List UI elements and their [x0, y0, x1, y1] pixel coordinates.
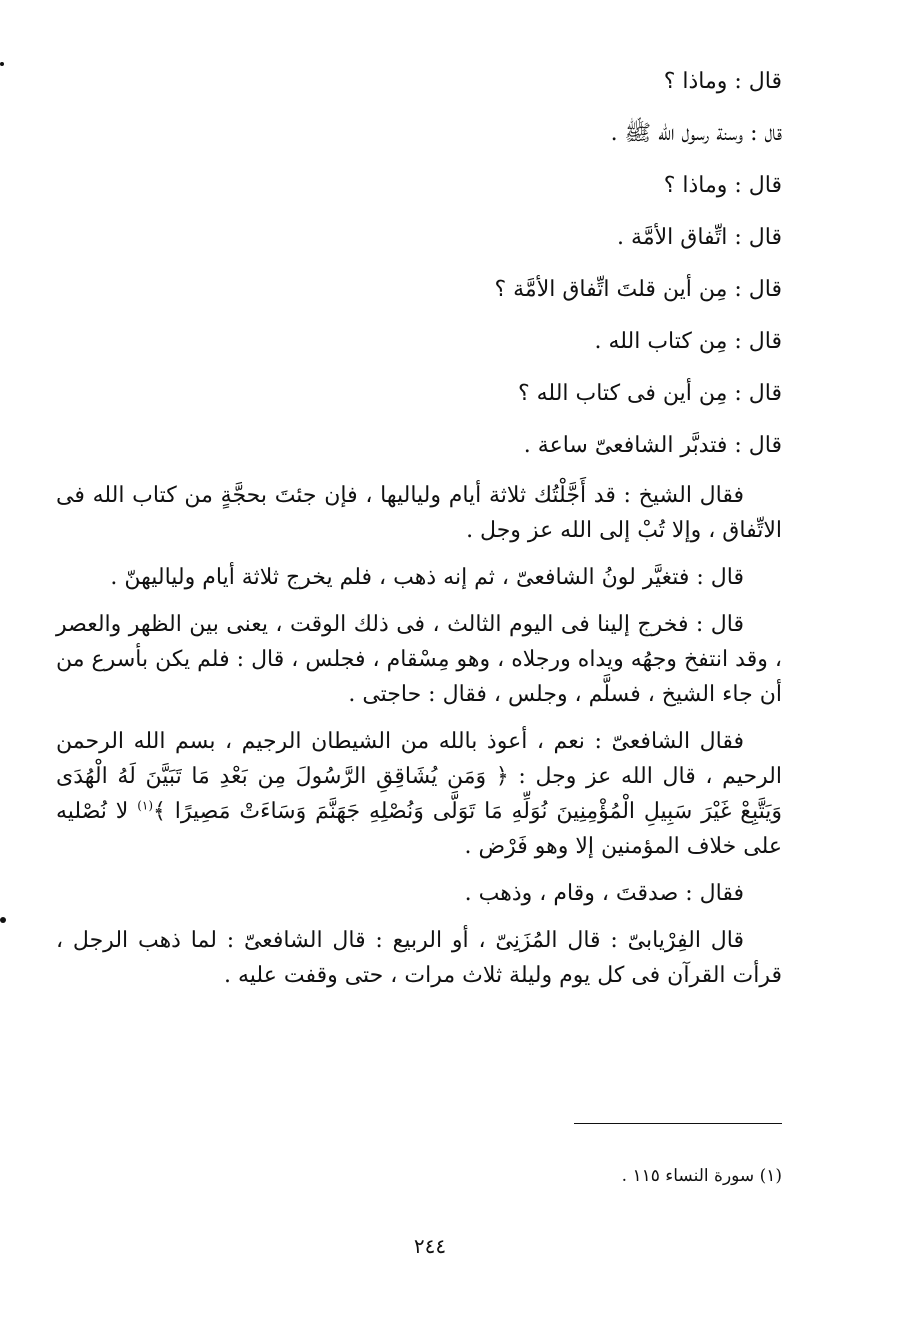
edge-mark-top [0, 62, 4, 66]
main-text [56, 56, 782, 1005]
dialogue-line-3: قال : وماذا ؟ [663, 173, 782, 198]
dialogue-line-7: قال : مِن أين فى كتاب الله ؟ [517, 381, 782, 406]
footnote: (١) سورة النساء ١١٥ . [621, 1166, 782, 1186]
paragraph-sheikh-deadline: فقال الشيخ : قد أَجَّلْتُك ثلاثة أيام ولياليها ، فإن جئتَ بحجَّةٍ من كتاب الله فى الاتِّفاق ، وإلا تُبْ إلى الله عز وجل . [56, 483, 782, 543]
footnote-reference: (١) [137, 798, 154, 813]
edge-mark-middle [0, 917, 6, 923]
proof-conclusion-text: لا نُصْليه على خلاف المؤمنين إلا وهو فَرْض . [56, 799, 782, 859]
dialogue-line-2: قال : وسنة رسول الله ﷺ . [610, 121, 782, 146]
dialogue-line-6: قال : مِن كتاب الله . [594, 329, 782, 354]
dialogue-line-4: قال : اتِّفاق الأمَّة . [617, 225, 782, 250]
quran-verse: ﴿ وَمَن يُشَاقِقِ الرَّسُولَ مِن بَعْدِ مَا تَبَيَّنَ لَهُ الْهُدَى وَيَتَّبِعْ غَيْرَ سَبِيلِ الْمُؤْمِنِينَ نُوَلِّهِ مَا تَوَلَّى وَنُصْلِهِ جَهَنَّمَ وَسَاءَتْ مَصِيرًا ﴾ [56, 764, 782, 824]
page-number: ٢٤٤ [413, 1234, 447, 1258]
proof-intro-text: فقال الشافعىّ : نعم ، أعوذ بالله من الشيطان الرجيم ، بسم الله الرحمن الرحيم ، قال الله عز وجل : [56, 729, 782, 789]
dialogue-line-8: قال : فتدبَّر الشافعىّ ساعة . [523, 433, 782, 458]
paragraph-shafii-color-changed: قال : فتغيَّر لونُ الشافعىّ ، ثم إنه ذهب ، فلم يخرج ثلاثة أيام ولياليهنّ . [110, 565, 744, 590]
dialogue-line-1: قال : وماذا ؟ [663, 69, 782, 94]
paragraph-you-spoke-truly: فقال : صدقتَ ، وقام ، وذهب . [464, 881, 744, 906]
paragraph-quran-proof [56, 724, 782, 864]
dialogue-line-5: قال : مِن أين قلتَ اتِّفاق الأمَّة ؟ [494, 277, 782, 302]
paragraph-third-day: قال : فخرج إلينا فى اليوم الثالث ، فى ذلك الوقت ، يعنى بين الظهر والعصر ، وقد انتفخ وجهُه ويداه ورجلاه ، وهو مِسْقام ، فجلس ، قال : فلم يكن بأسرع من أن جاء الشيخ ، فسلَّم ، وجلس ، فقال : حاجتى . [56, 612, 782, 707]
footnote-divider [574, 1123, 782, 1124]
paragraph-firyabi-report: قال الفِرْيابىّ : قال المُزَنِىّ ، أو الربيع : قال الشافعىّ : لما ذهب الرجل ، قرأت القرآن فى كل يوم وليلة ثلاث مرات ، حتى وقفت عليه . [56, 928, 782, 988]
